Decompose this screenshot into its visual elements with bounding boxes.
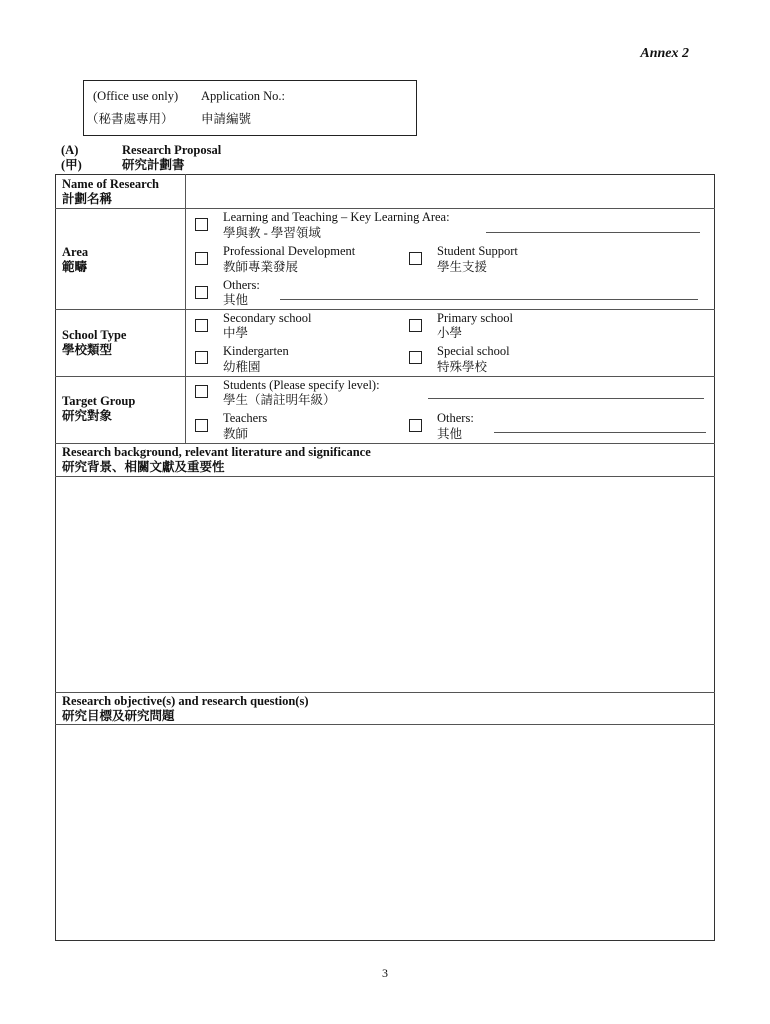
target-others-blank[interactable] — [494, 432, 706, 433]
row-divider — [55, 692, 715, 693]
name-of-research-label-en: Name of Research — [62, 177, 159, 191]
section-letter-zh: (甲) — [61, 158, 82, 172]
row-divider — [55, 208, 715, 209]
school-special-checkbox[interactable] — [409, 351, 422, 364]
area-others-blank[interactable] — [280, 299, 698, 300]
office-use-label-zh: （秘書處專用） — [86, 112, 174, 126]
school-special-label-en: Special school — [437, 344, 510, 358]
area-student-support-label-en: Student Support — [437, 244, 518, 258]
annex-label: Annex 2 — [640, 46, 689, 61]
school-kindergarten-label-en: Kindergarten — [223, 344, 289, 358]
row-divider — [55, 376, 715, 377]
row-divider — [55, 443, 715, 444]
name-of-research-label-zh: 計劃名稱 — [62, 192, 113, 206]
school-type-label-en: School Type — [62, 328, 127, 342]
target-teachers-checkbox[interactable] — [195, 419, 208, 432]
target-others-checkbox[interactable] — [409, 419, 422, 432]
area-student-support-checkbox[interactable] — [409, 252, 422, 265]
key-learning-area-blank[interactable] — [486, 232, 700, 233]
section-letter-en: (A) — [61, 143, 79, 157]
target-others-label-en: Others: — [437, 411, 474, 425]
school-primary-checkbox[interactable] — [409, 319, 422, 332]
target-students-label-zh: 學生（請註明年級） — [223, 393, 336, 407]
background-title-en: Research background, relevant literature and significance — [62, 445, 371, 459]
area-label-en: Area — [62, 245, 89, 259]
section-title-en: Research Proposal — [122, 143, 222, 157]
area-label-zh: 範疇 — [62, 260, 88, 274]
school-secondary-checkbox[interactable] — [195, 319, 208, 332]
school-primary-label-en: Primary school — [437, 311, 514, 325]
area-learning-teaching-label-zh: 學與教 - 學習領域 — [223, 226, 321, 240]
target-teachers-label-zh: 教師 — [223, 427, 249, 441]
area-others-label-zh: 其他 — [223, 293, 249, 307]
school-secondary-label-en: Secondary school — [223, 311, 312, 325]
application-no-label-zh: 申請編號 — [201, 112, 252, 126]
area-student-support-label-zh: 學生支援 — [437, 260, 488, 274]
row-divider — [55, 309, 715, 310]
target-students-label-en: Students (Please specify level): — [223, 378, 380, 392]
school-kindergarten-label-zh: 幼稚園 — [223, 360, 261, 374]
target-group-label-zh: 研究對象 — [62, 409, 113, 423]
page-number: 3 — [382, 966, 388, 980]
area-others-label-en: Others: — [223, 278, 260, 292]
school-primary-label-zh: 小學 — [437, 326, 463, 340]
area-professional-development-checkbox[interactable] — [195, 252, 208, 265]
name-of-research-field[interactable] — [187, 176, 713, 207]
school-special-label-zh: 特殊學校 — [437, 360, 488, 374]
area-professional-development-label-en: Professional Development — [223, 244, 356, 258]
section-title-zh: 研究計劃書 — [122, 158, 185, 172]
area-others-checkbox[interactable] — [195, 286, 208, 299]
area-learning-teaching-checkbox[interactable] — [195, 218, 208, 231]
background-title-zh: 研究背景、相關文獻及重要性 — [62, 460, 225, 474]
background-text-area[interactable] — [56, 477, 714, 691]
target-others-label-zh: 其他 — [437, 427, 463, 441]
target-students-checkbox[interactable] — [195, 385, 208, 398]
student-level-blank[interactable] — [428, 398, 704, 399]
objectives-title-zh: 研究目標及研究問題 — [62, 709, 175, 723]
area-learning-teaching-label-en: Learning and Teaching – Key Learning Area: — [223, 210, 450, 224]
office-use-label-en: (Office use only) — [93, 89, 179, 103]
target-teachers-label-en: Teachers — [223, 411, 268, 425]
target-group-label-en: Target Group — [62, 394, 136, 408]
application-no-label-en: Application No.: — [201, 89, 286, 103]
school-secondary-label-zh: 中學 — [223, 326, 249, 340]
objectives-title-en: Research objective(s) and research question(s) — [62, 694, 309, 708]
area-professional-development-label-zh: 教師專業發展 — [223, 260, 299, 274]
school-type-label-zh: 學校類型 — [62, 343, 113, 357]
objectives-text-area[interactable] — [56, 725, 714, 940]
school-kindergarten-checkbox[interactable] — [195, 351, 208, 364]
